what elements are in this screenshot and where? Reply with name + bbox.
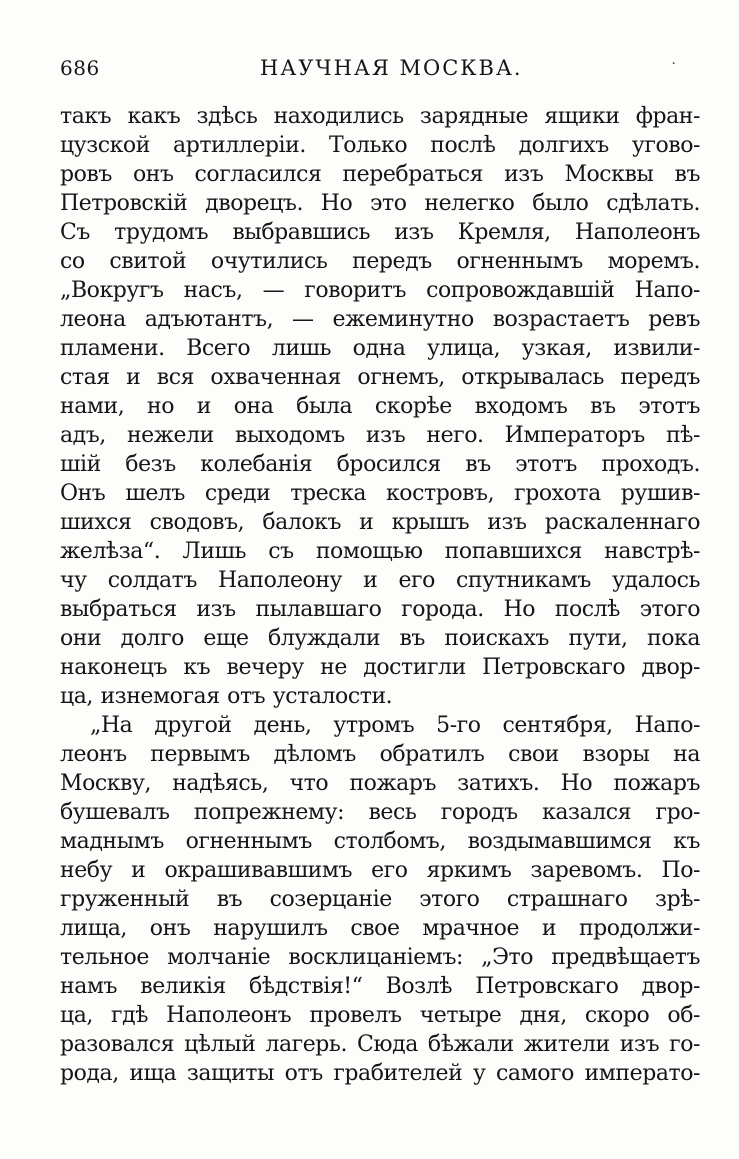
text-line: Петровскій дворецъ. Но это нелегко было сдѣлать. [60,191,700,216]
paragraph-1 [60,102,700,711]
text-line: нами, но и она была скорѣе входомъ въ этотъ [60,394,700,419]
paragraph-2 [60,711,700,1088]
text-line: цузской артиллеріи. Только послѣ долгихъ угово- [60,133,700,158]
text-line: „Вокругъ насъ, — говоритъ сопровождавшій Напо- [60,278,700,303]
text-line: шихся сводовъ, балокъ и крышъ изъ раскаленнаго [60,510,700,535]
running-title: НАУЧНАЯ МОСКВА. [260,56,523,80]
text-line: Москву, надѣясь, что пожаръ затихъ. Но пожаръ [60,771,700,796]
text-line: Онъ шелъ среди треска костровъ, грохота рушив- [60,481,700,506]
text-line: бушевалъ попрежнему: весь городъ казался гро- [60,800,700,825]
text-line: „На другой день, утромъ 5-го сентября, Напо- [90,713,700,738]
text-line: адъ, нежели выходомъ изъ него. Императоръ пѣ- [60,423,700,448]
text-line: ца, гдѣ Наполеонъ провелъ четыре дня, скоро об- [60,1003,700,1028]
text-line: со свитой очутились передъ огненнымъ моремъ. [60,249,700,274]
text-line: маднымъ огненнымъ столбомъ, воздымавшимся къ [60,829,700,854]
text-line: ца, изнемогая отъ усталости. [60,684,393,709]
text-line: леона адъютантъ, — ежеминутно возрастаетъ ревъ [60,307,700,332]
text-line: небу и окрашивавшимъ его яркимъ заревомъ. По- [60,858,700,883]
page-header [60,56,700,86]
corner-mark: · [671,56,676,72]
text-line: пламени. Всего лишь одна улица, узкая, извили- [60,336,700,361]
text-line: стая и вся охваченная огнемъ, открывалась передъ [60,365,700,390]
text-line: такъ какъ здѣсь находились зарядные ящики фран- [60,104,700,129]
text-line: лища, онъ нарушилъ свое мрачное и продолжи- [60,916,700,941]
text-line: рода, ища защиты отъ грабителей у самого императо- [60,1061,700,1086]
text-line: разовался цѣлый лагерь. Сюда бѣжали жители изъ го- [60,1032,700,1057]
page-number: 686 [60,56,100,80]
text-line: они долго еще блуждали въ поискахъ пути, пока [60,626,700,651]
text-line: наконецъ къ вечеру не достигли Петровскаго двор- [60,655,700,680]
text-line: намъ великія бѣдствія!“ Возлѣ Петровскаго двор- [60,974,700,999]
body-text [60,102,700,1088]
text-line: выбраться изъ пылавшаго города. Но послѣ этого [60,597,700,622]
text-line: леонъ первымъ дѣломъ обратилъ свои взоры на [60,742,700,767]
text-line: груженный въ созерцаніе этого страшнаго зрѣ- [60,887,700,912]
text-line: тельное молчаніе восклицаніемъ: „Это предвѣщаетъ [60,945,700,970]
text-line: желѣза“. Лишь съ помощью попавшихся навстрѣ- [60,539,700,564]
text-line: ровъ онъ согласился перебраться изъ Москвы въ [60,162,700,187]
text-line: шій безъ колебанія бросился въ этотъ проходъ. [60,452,700,477]
text-line: Съ трудомъ выбравшись изъ Кремля, Наполеонъ [60,220,700,245]
text-line: чу солдатъ Наполеону и его спутникамъ удалось [60,568,700,593]
